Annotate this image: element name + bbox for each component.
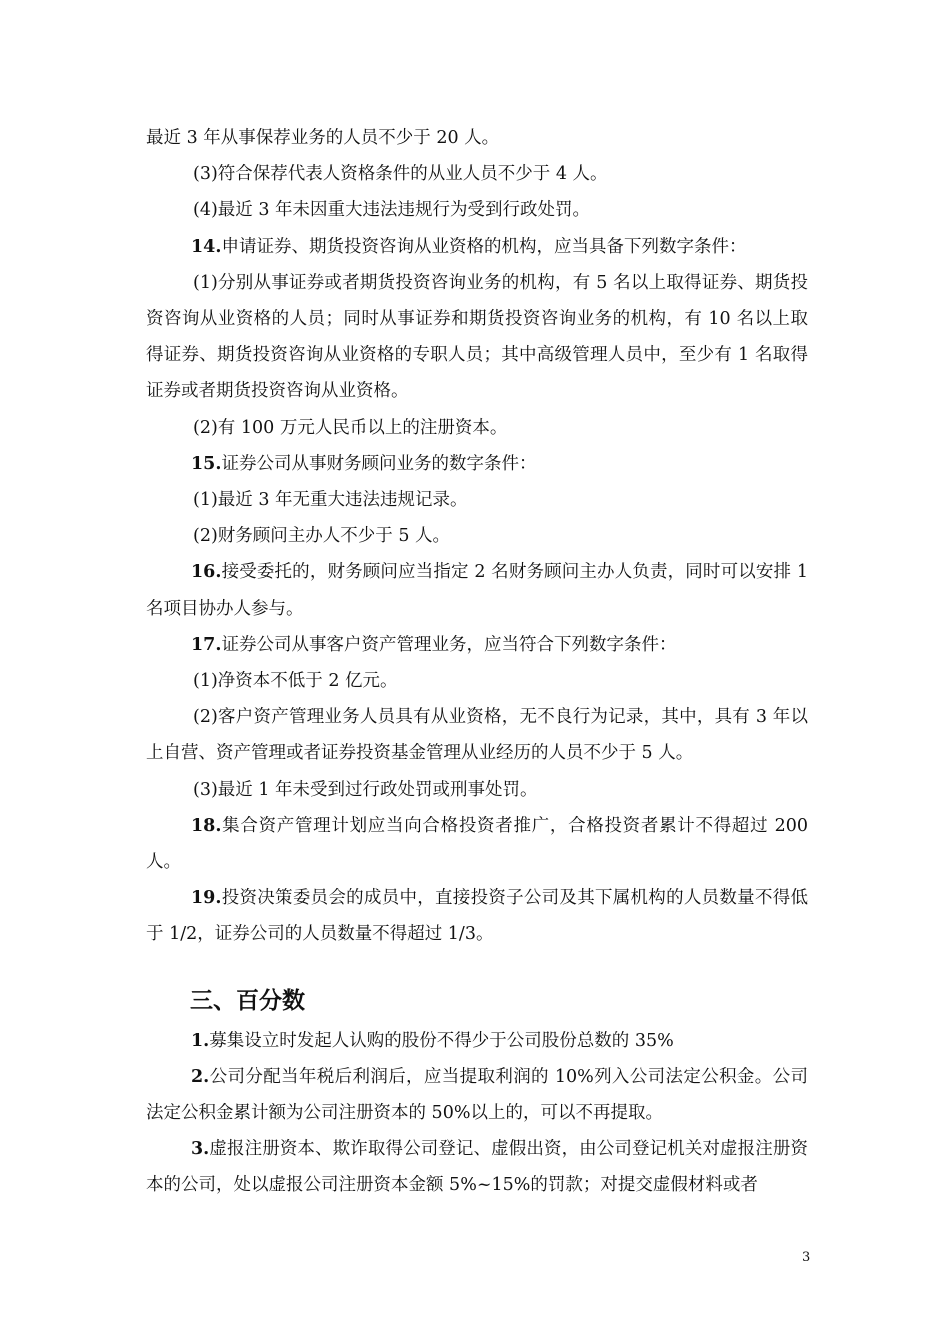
numbered-item	[146, 808, 808, 880]
item-number: 15.	[191, 453, 222, 474]
sub-item: (1)分别从事证券或者期货投资咨询业务的机构，有 5 名以上取得证券、期货投资咨询从业资格的人员；同时从事证券和期货投资咨询业务的机构，有 10 名以上取得证券、期货投资咨询从业资格的专职人员；其中高级管理人员中，至少有 1 名取得证券或者期货投资咨询从业资格。	[146, 272, 808, 402]
item-text: 接受委托的，财务顾问应当指定 2 名财务顾问主办人负责，同时可以安排 1 名项目协办人参与。	[146, 562, 808, 619]
paragraph-continued: 最近 3 年从事保荐业务的人员不少于 20 人。	[146, 128, 500, 148]
sub-item: (1)净资本不低于 2 亿元。	[193, 671, 398, 692]
item-text: 虚报注册资本、欺诈取得公司登记、虚假出资，由公司登记机关对虚报注册资本的公司，处以虚报公司注册资本金额 5%~15%的罚款；对提交虚假材料或者	[146, 1139, 808, 1196]
sub-item: (2)财务顾问主办人不少于 5 人。	[193, 526, 451, 547]
numbered-item	[146, 1023, 808, 1059]
sub-item: (3)最近 1 年未受到过行政处罚或刑事处罚。	[193, 779, 538, 800]
item-number: 3.	[191, 1139, 210, 1160]
item-number: 17.	[191, 634, 222, 655]
section-heading: 三、百分数	[190, 986, 305, 1014]
numbered-item	[146, 627, 808, 663]
numbered-item	[146, 229, 808, 265]
sub-item: (2)有 100 万元人民币以上的注册资本。	[193, 417, 508, 438]
numbered-item	[146, 1059, 808, 1131]
item-text: 投资决策委员会的成员中，直接投资子公司及其下属机构的人员数量不得低于 1/2，证券公司的人员数量不得超过 1/3。	[146, 888, 808, 945]
item-number: 16.	[191, 562, 222, 583]
numbered-item	[146, 1131, 808, 1203]
paragraph-sub-3: (3)符合保荐代表人资格条件的从业人员不少于 4 人。	[193, 164, 608, 185]
item-text: 申请证券、期货投资咨询从业资格的机构，应当具备下列数字条件：	[221, 236, 747, 257]
item-number: 1.	[191, 1030, 210, 1051]
item-text: 募集设立时发起人认购的股份不得少于公司股份总数的 35%	[209, 1030, 674, 1051]
section-items	[146, 1023, 808, 1204]
item-number: 18.	[191, 815, 222, 836]
item-number: 14.	[191, 236, 222, 257]
item-number: 19.	[191, 888, 222, 909]
item-text: 证券公司从事财务顾问业务的数字条件：	[221, 453, 537, 474]
sub-item: (2)客户资产管理业务人员具有从业资格，无不良行为记录，其中，具有 3 年以上自营、资产管理或者证券投资基金管理从业经历的人员不少于 5 人。	[146, 707, 808, 764]
page-number: 3	[802, 1250, 811, 1265]
item-text: 证券公司从事客户资产管理业务，应当符合下列数字条件：	[221, 634, 677, 655]
item-number: 2.	[191, 1066, 210, 1087]
page-body	[146, 120, 808, 1204]
numbered-item	[146, 554, 808, 626]
item-text: 公司分配当年税后利润后，应当提取利润的 10%列入公司法定公积金。公司法定公积金累计额为公司注册资本的 50%以上的，可以不再提取。	[146, 1066, 808, 1124]
numbered-items	[146, 229, 808, 953]
item-text: 集合资产管理计划应当向合格投资者推广，合格投资者累计不得超过 200 人。	[146, 815, 808, 873]
numbered-item	[146, 880, 808, 952]
numbered-item	[146, 446, 808, 482]
paragraph-sub-4: (4)最近 3 年未因重大违法违规行为受到行政处罚。	[193, 200, 591, 221]
sub-item: (1)最近 3 年无重大违法违规记录。	[193, 490, 468, 511]
